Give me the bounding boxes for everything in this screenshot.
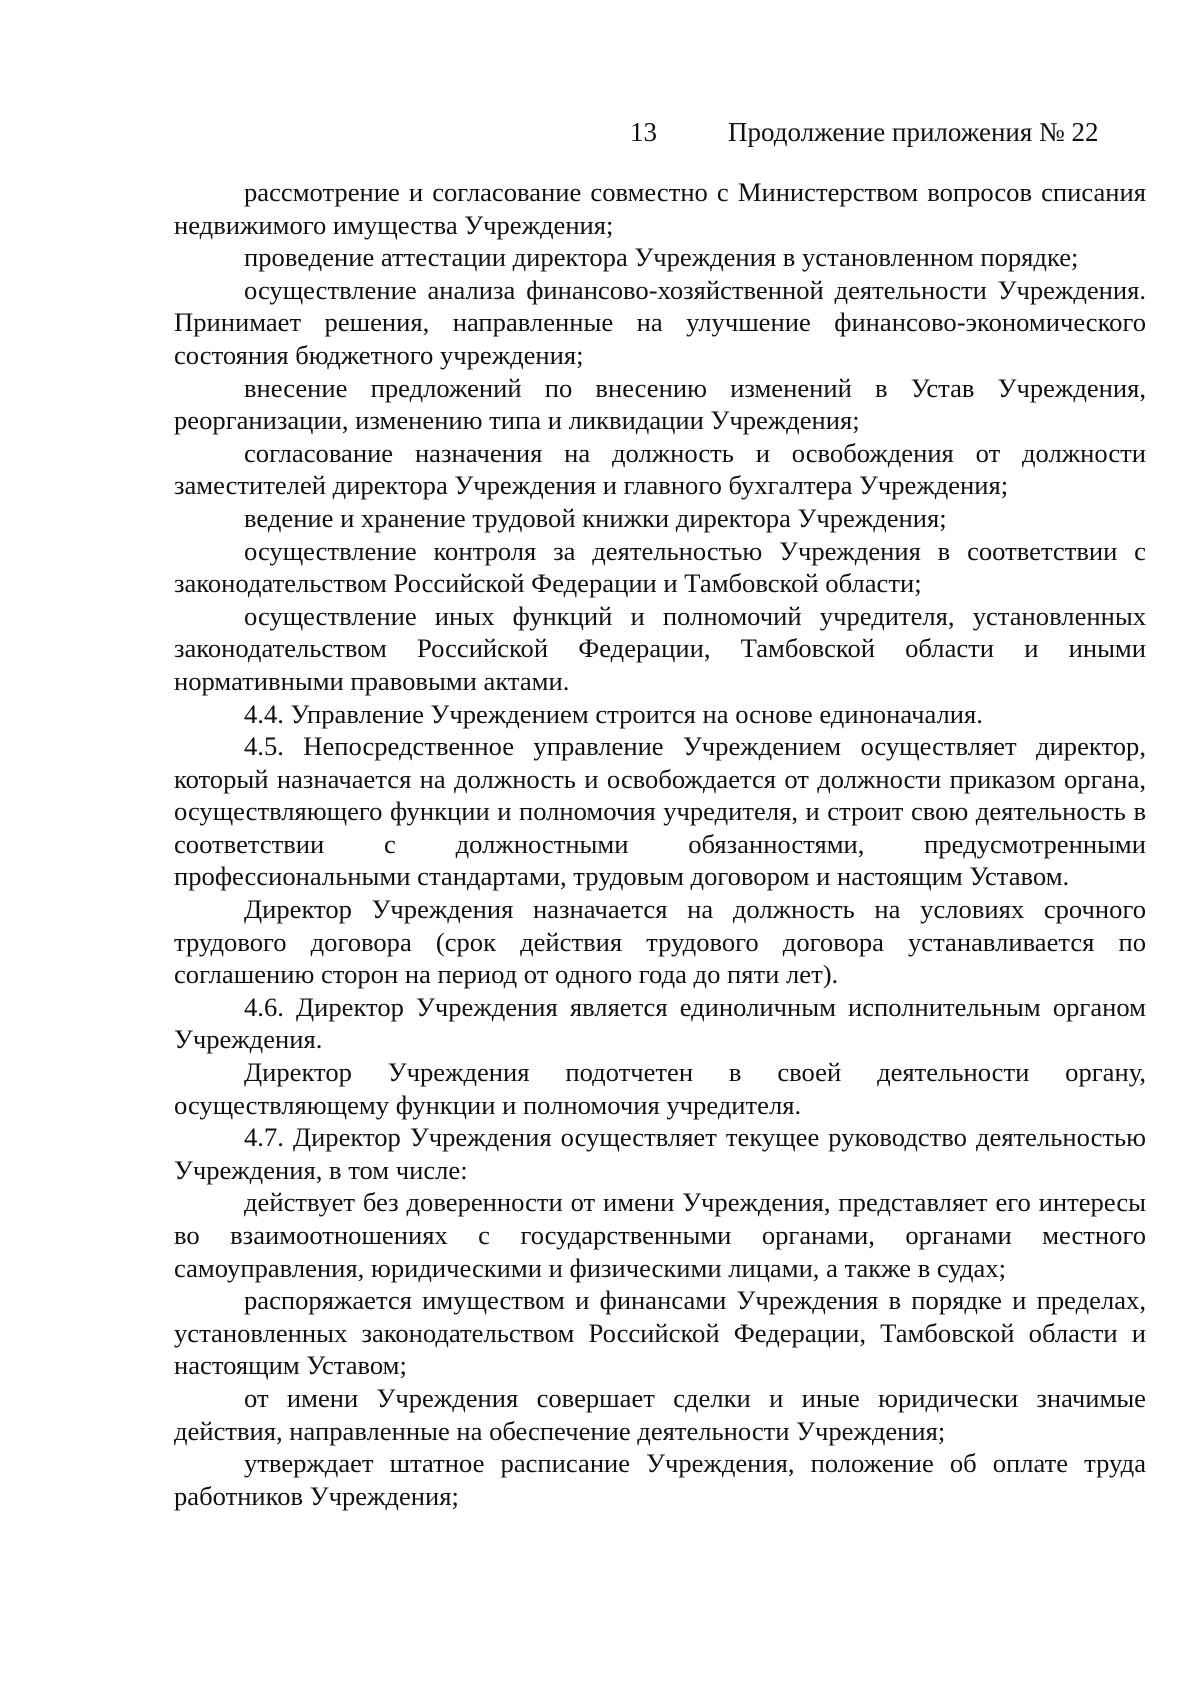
section-4-5-paragraph: 4.5. Непосредственное управление Учреждением осуществляет директор, который назначается на должность и освобождается от должности приказом органа, осуществляющего функции и полномочия учредителя, и строит свою деятельность в соответствии с должностными обязанностями, предусмотренными профессиональными стандартами, трудовым договором и настоящим Уставом.: [174, 731, 1146, 892]
page-number: 13: [630, 117, 657, 147]
paragraph: утверждает штатное расписание Учреждения, положение об оплате труда работников Учреждения;: [174, 1448, 1146, 1511]
paragraph: от имени Учреждения совершает сделки и иные юридически значимые действия, направленные на обеспечение деятельности Учреждения;: [174, 1382, 1146, 1446]
section-4-4-paragraph: 4.4. Управление Учреждением строится на основе единоначалия.: [244, 698, 983, 729]
paragraph: ведение и хранение трудовой книжки директора Учреждения;: [244, 502, 947, 533]
paragraph: осуществление контроля за деятельностью Учреждения в соответствии с законодательством Российской Федерации и Тамбовской области;: [174, 535, 1146, 599]
paragraph: внесение предложений по внесению изменений в Устав Учреждения, реорганизации, изменению типа и ликвидации Учреждения;: [174, 372, 1146, 436]
page-header: [0, 112, 1200, 152]
section-4-6-paragraph: 4.6. Директор Учреждения является единоличным исполнительным органом Учреждения.: [174, 991, 1146, 1055]
paragraph: рассмотрение и согласование совместно с Министерством вопросов списания недвижимого имущества Учреждения;: [174, 177, 1146, 240]
appendix-continuation-label: Продолжение приложения № 22: [728, 117, 1099, 147]
paragraph: проведение аттестации директора Учреждения в установленном порядке;: [244, 242, 1079, 273]
section-4-7-paragraph: 4.7. Директор Учреждения осуществляет текущее руководство деятельностью Учреждения, в том числе:: [174, 1122, 1146, 1185]
paragraph: распоряжается имуществом и финансами Учреждения в порядке и пределах, установленных законодательством Российской Федерации, Тамбовской области и настоящим Уставом;: [174, 1285, 1146, 1381]
paragraph: Директор Учреждения подотчетен в своей деятельности органу, осуществляющему функции и полномочия учредителя.: [174, 1057, 1146, 1120]
document-body: [174, 176, 1146, 1512]
paragraph: осуществление иных функций и полномочий учредителя, установленных законодательством Российской Федерации, Тамбовской области и иными нормативными правовыми актами.: [174, 600, 1146, 696]
paragraph: согласование назначения на должность и освобождения от должности заместителей директора Учреждения и главного бухгалтера Учреждения;: [174, 437, 1146, 501]
paragraph: действует без доверенности от имени Учреждения, представляет его интересы во взаимоотношениях с государственными органами, органами местного самоуправления, юридическими и физическими лицами, а также в судах;: [174, 1187, 1146, 1283]
paragraph: Директор Учреждения назначается на должность на условиях срочного трудового договора (срок действия трудового договора устанавливается по соглашению сторон на период от одного года до пяти лет).: [174, 894, 1146, 990]
paragraph: осуществление анализа финансово-хозяйственной деятельности Учреждения. Принимает решения, направленные на улучшение финансово-экономического состояния бюджетного учреждения;: [174, 274, 1146, 370]
